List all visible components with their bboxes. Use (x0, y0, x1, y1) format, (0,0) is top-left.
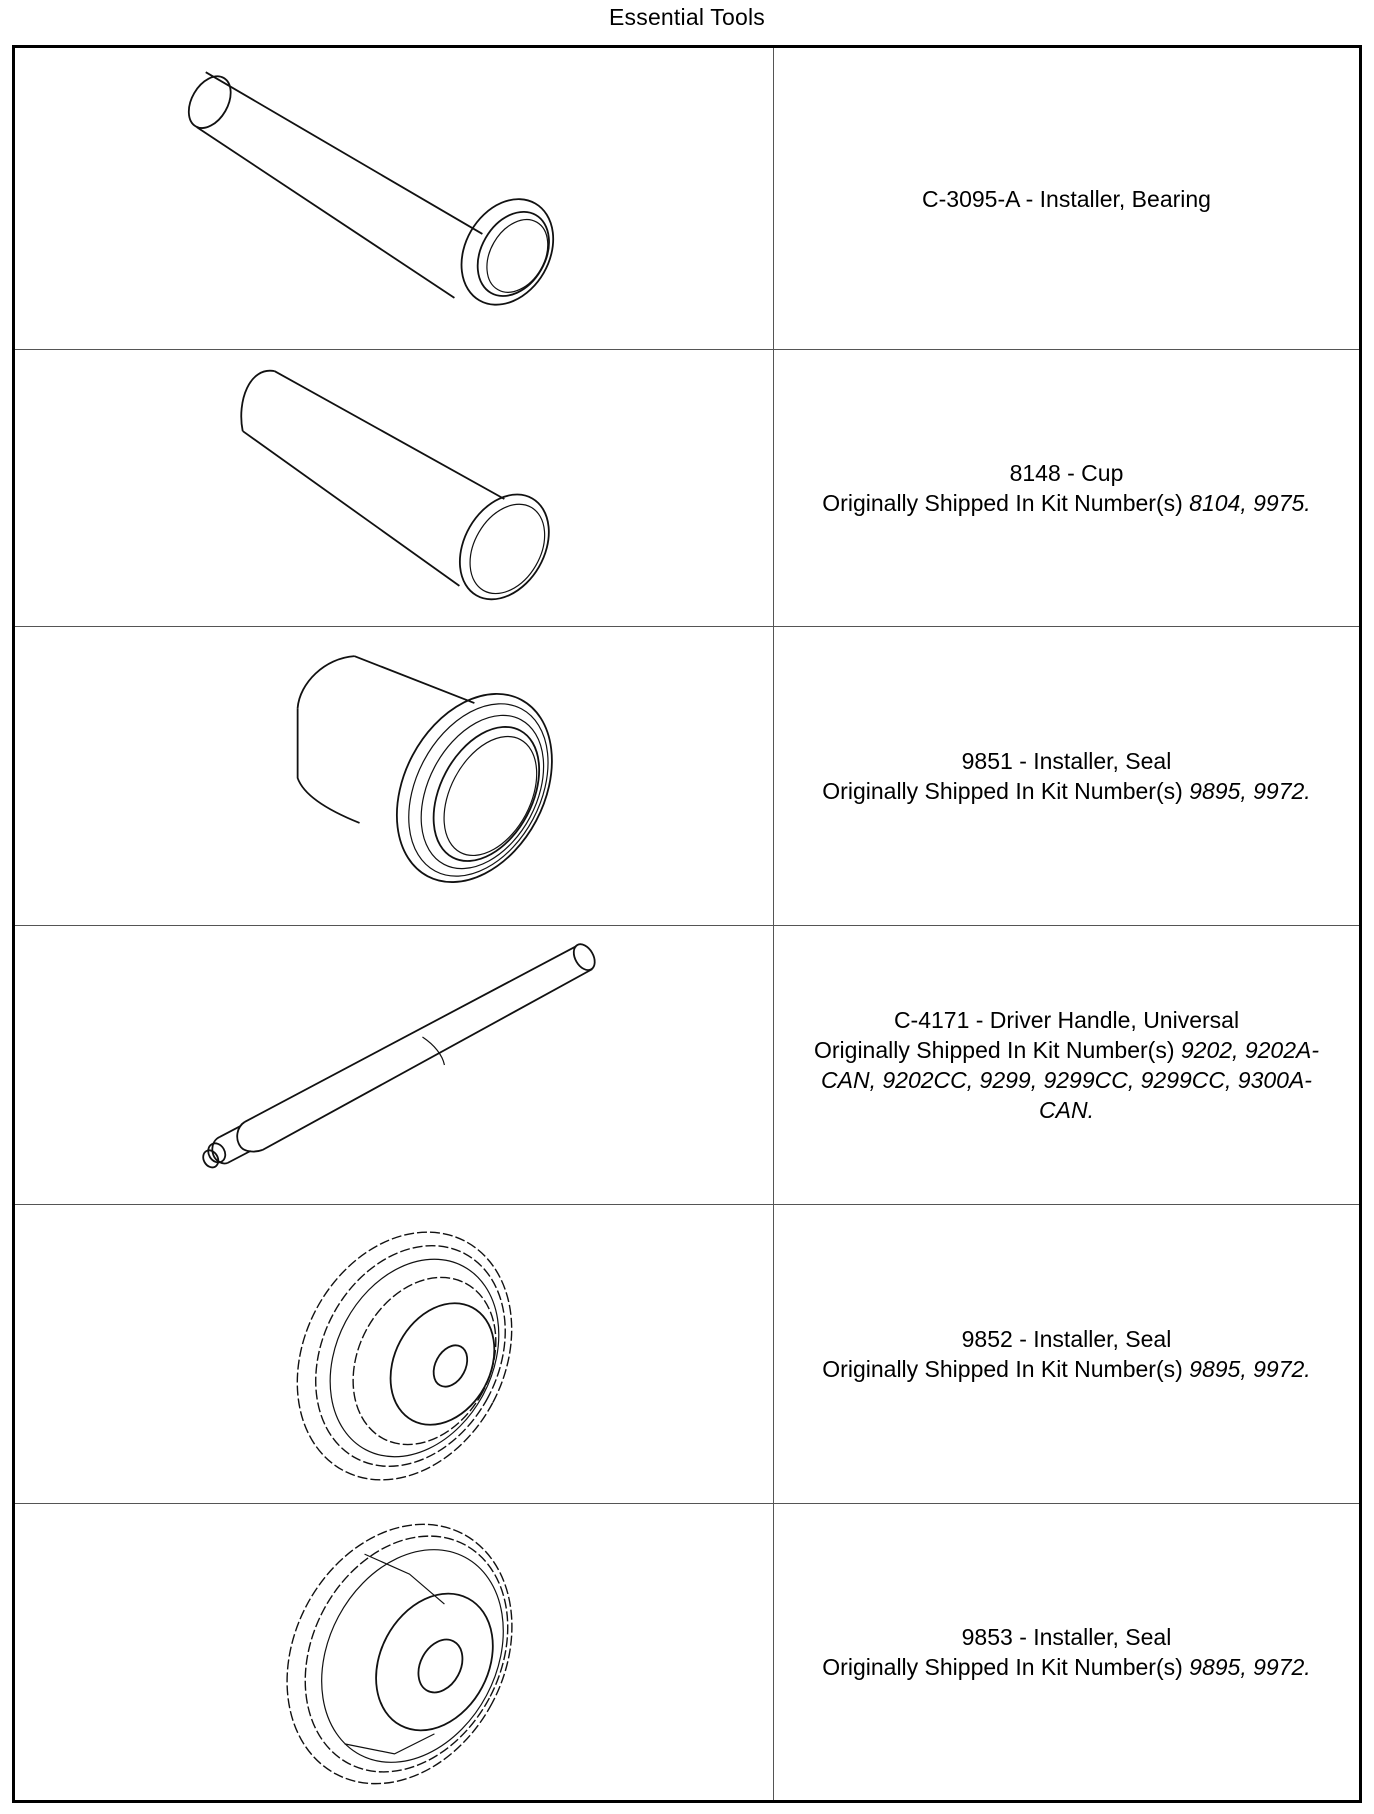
seal-installer-icon (15, 628, 773, 925)
kit-numbers (822, 1354, 1310, 1384)
table-row (15, 350, 1359, 627)
driver-handle-icon (15, 927, 773, 1204)
tool-name: C-4171 - Driver Handle, Universal (893, 1007, 1240, 1033)
table-row (15, 48, 1359, 350)
cup-tube-icon (15, 351, 773, 626)
tool-image-cell (15, 1205, 774, 1503)
table-row (15, 627, 1359, 926)
kit-prefix: Originally Shipped In Kit Number(s) (822, 1356, 1183, 1382)
tool-description (774, 350, 1359, 626)
kit-list: 9895, 9972. (1189, 1654, 1311, 1680)
tool-description (774, 926, 1359, 1204)
tool-description (774, 1504, 1359, 1800)
kit-prefix: Originally Shipped In Kit Number(s) (814, 1037, 1175, 1063)
table-row (15, 926, 1359, 1205)
kit-numbers (822, 488, 1310, 518)
kit-prefix: Originally Shipped In Kit Number(s) (822, 1654, 1183, 1680)
tool-name: C-3095-A - Installer, Bearing (922, 185, 1211, 212)
kit-numbers (822, 1652, 1310, 1682)
page-title: Essential Tools (609, 4, 765, 30)
kit-numbers (822, 776, 1310, 806)
tool-name: 8148 - Cup (1009, 460, 1124, 486)
seal-installer-disc-icon (15, 1504, 773, 1800)
bearing-installer-tube-icon (15, 49, 773, 349)
kit-list: 9895, 9972. (1189, 1356, 1311, 1382)
table-row (15, 1504, 1359, 1800)
tool-image-cell (15, 350, 774, 626)
tool-image-cell (15, 926, 774, 1204)
tool-description (774, 48, 1359, 349)
tool-description (774, 1205, 1359, 1503)
kit-numbers (798, 1035, 1335, 1125)
seal-installer-disc-icon (15, 1206, 773, 1503)
tools-table (12, 45, 1362, 1803)
tool-name: 9853 - Installer, Seal (961, 1624, 1172, 1650)
tool-image-cell (15, 48, 774, 349)
kit-prefix: Originally Shipped In Kit Number(s) (822, 778, 1183, 804)
tool-description (774, 627, 1359, 925)
kit-list: 8104, 9975. (1189, 490, 1311, 516)
tool-name: 9852 - Installer, Seal (961, 1326, 1172, 1352)
table-row (15, 1205, 1359, 1504)
kit-list: 9895, 9972. (1189, 778, 1311, 804)
kit-list: 9202, 9202A-CAN, 9202CC, 9299, 9299CC, 9299CC, 9300A-CAN. (821, 1037, 1319, 1123)
tool-name: 9851 - Installer, Seal (961, 748, 1172, 774)
kit-prefix: Originally Shipped In Kit Number(s) (822, 490, 1183, 516)
tool-image-cell (15, 1504, 774, 1800)
tool-image-cell (15, 627, 774, 925)
